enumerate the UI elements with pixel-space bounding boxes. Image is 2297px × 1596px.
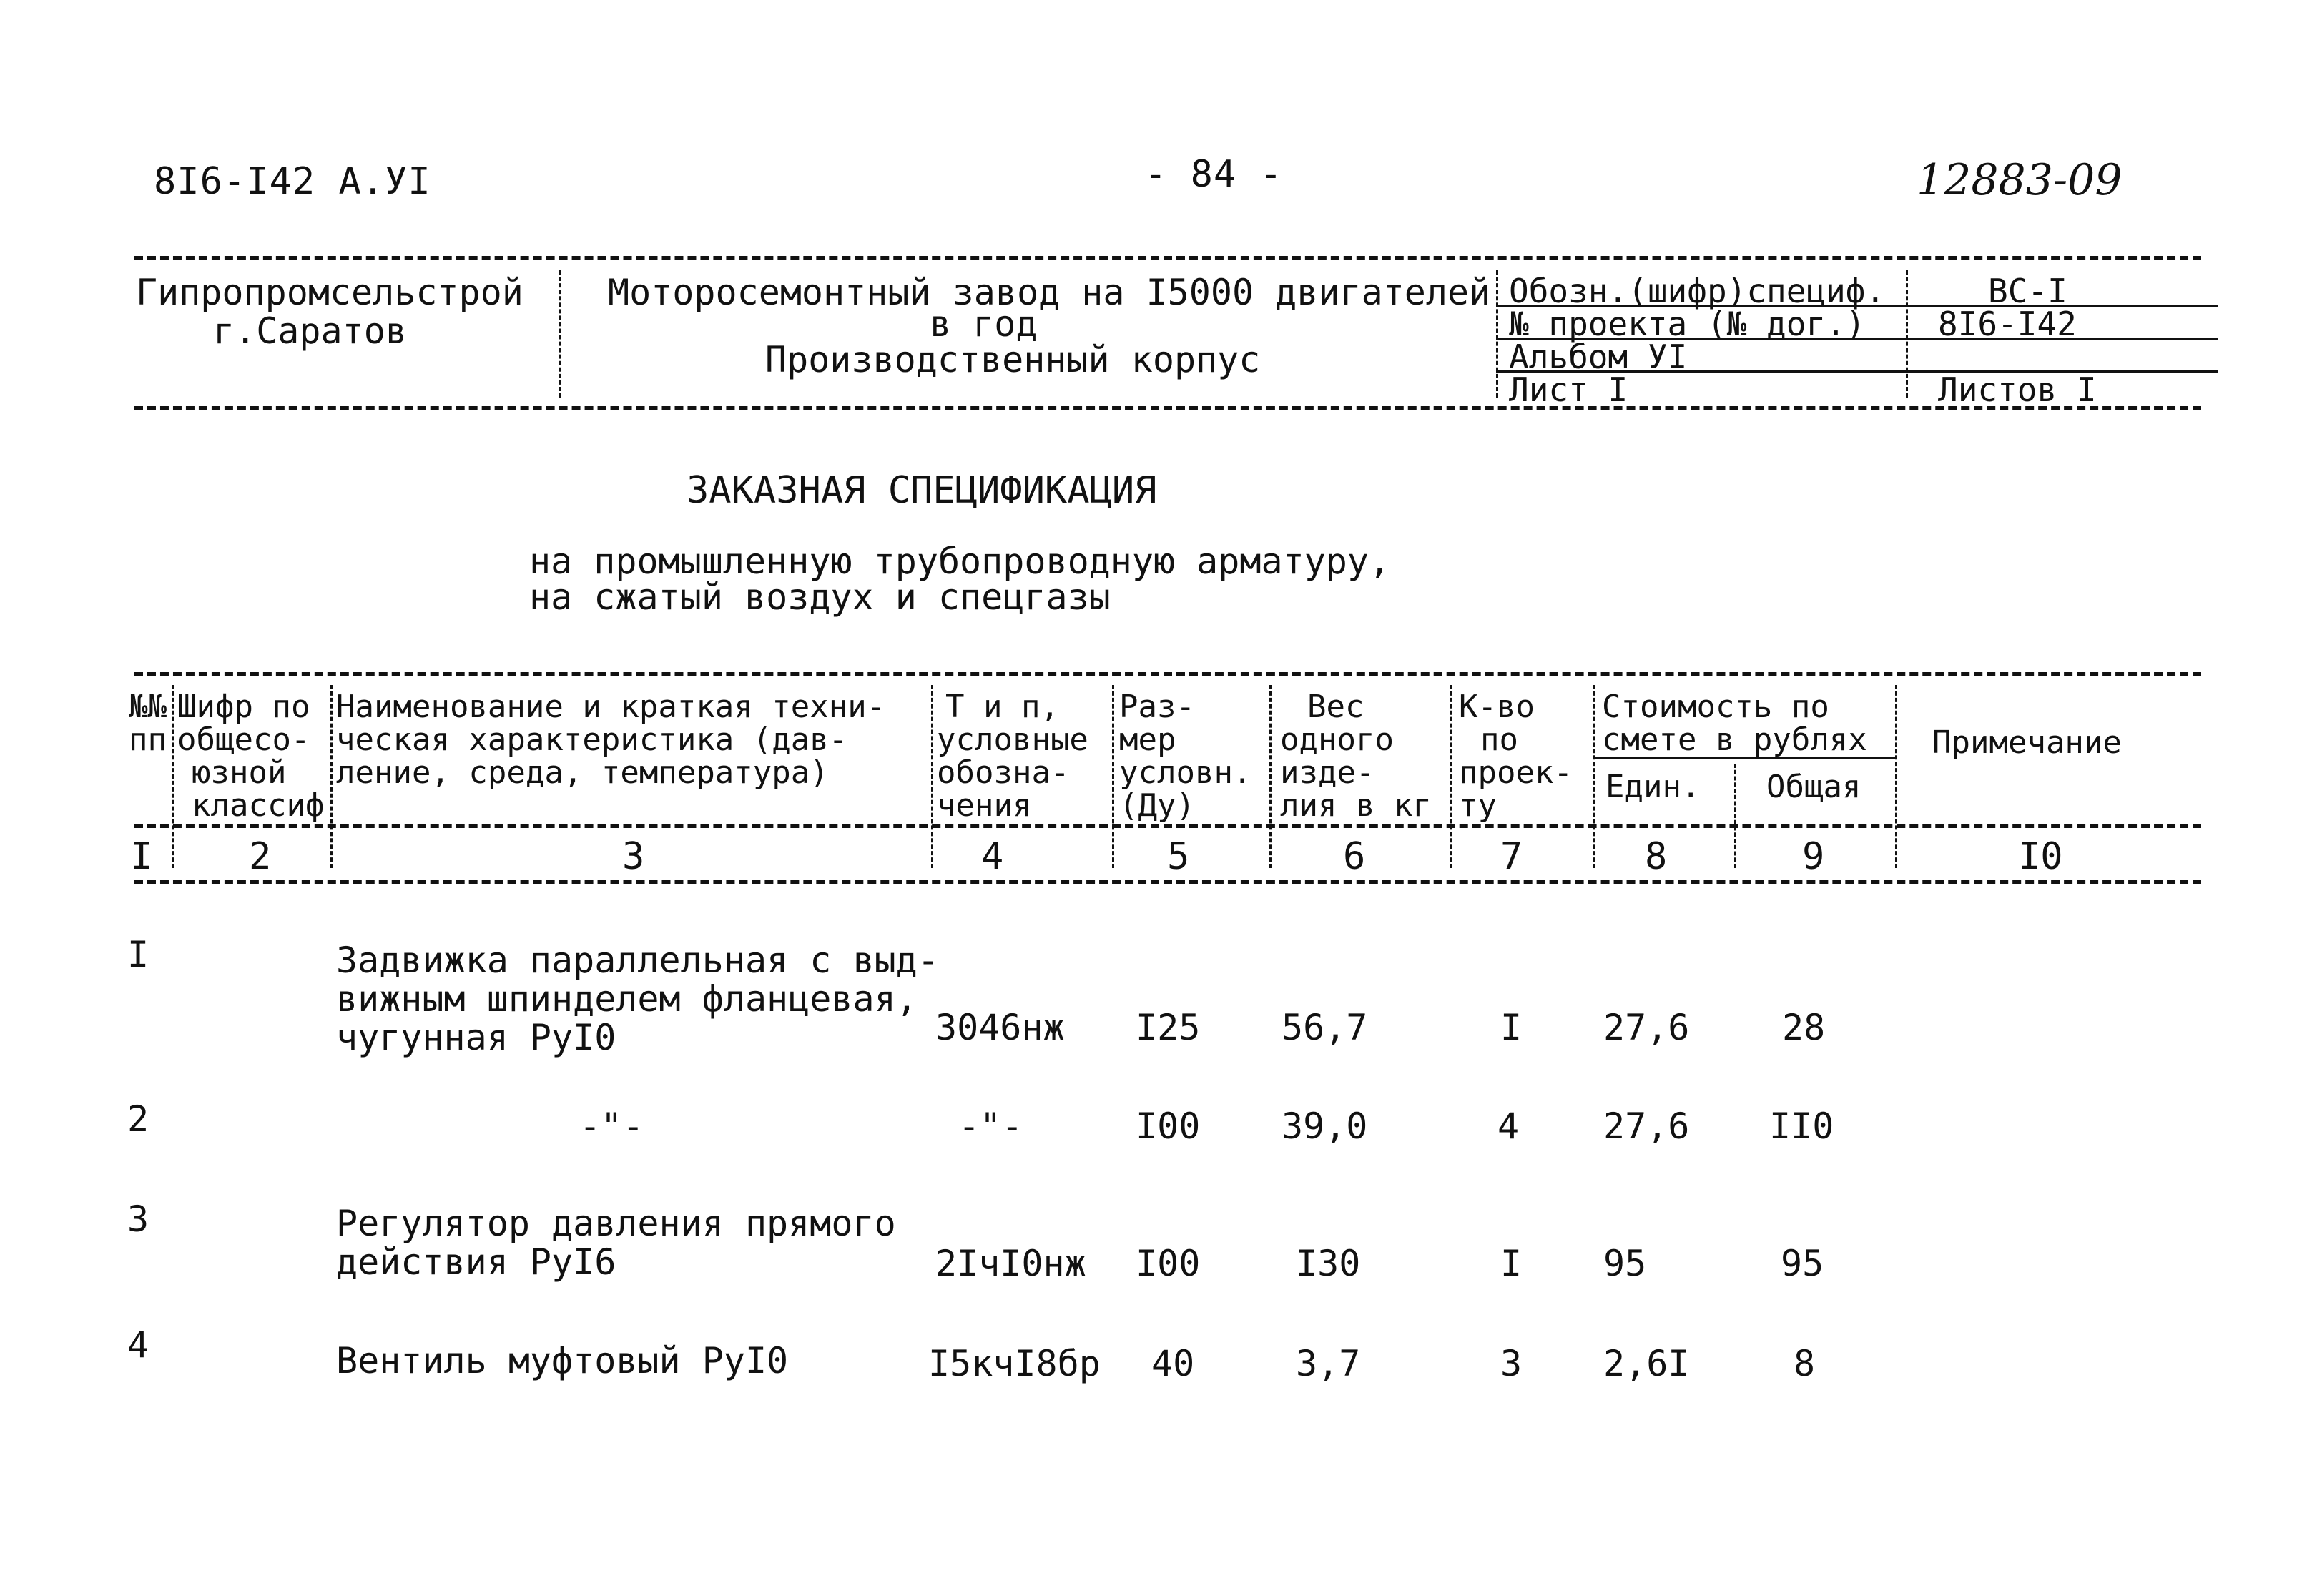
- item-name-line: Задвижка параллельная с выд-: [336, 940, 939, 981]
- item-size: 40: [1151, 1343, 1195, 1384]
- stamp-row-line-2: [1496, 338, 2218, 340]
- stamp-value-sheets: Листов I: [1938, 370, 2097, 409]
- item-total: 8: [1794, 1343, 1816, 1384]
- stamp-label-sheet: Лист I: [1509, 370, 1628, 409]
- item-total: 95: [1781, 1243, 1824, 1284]
- stamp-divider-1: [559, 270, 561, 398]
- stamp-value-spec: ВС-I: [1988, 272, 2067, 310]
- item-name-line: Вентиль муфтовый РуI0: [336, 1340, 789, 1381]
- item-weight: 56,7: [1282, 1007, 1368, 1048]
- stamp-row-line-3: [1496, 370, 2218, 373]
- item-qty: 4: [1497, 1105, 1520, 1147]
- item-unit-price: 2,6I: [1603, 1343, 1690, 1384]
- item-name-line: действия РуI6: [336, 1241, 616, 1283]
- stamp-top-rule: [134, 256, 2201, 260]
- item-type: -"-: [958, 1105, 1023, 1147]
- colnum-9: 9: [1802, 835, 1825, 878]
- col-divider-4: [1112, 685, 1114, 868]
- stamp-project-line2: в год: [930, 303, 1038, 345]
- item-weight: 39,0: [1282, 1105, 1368, 1147]
- item-size: I00: [1136, 1105, 1201, 1147]
- item-qty: I: [1500, 1243, 1523, 1284]
- col-divider-2: [330, 685, 333, 868]
- stamp-org-line1: Гипропромсельстрой: [136, 272, 523, 313]
- item-weight: I30: [1296, 1243, 1361, 1284]
- item-size: I00: [1136, 1243, 1201, 1284]
- colnum-7: 7: [1500, 835, 1523, 878]
- stamp-row-line-1: [1496, 305, 2218, 307]
- item-weight: 3,7: [1296, 1343, 1361, 1384]
- item-size: I25: [1136, 1007, 1201, 1048]
- colnum-5: 5: [1167, 835, 1190, 878]
- colnum-6: 6: [1343, 835, 1366, 878]
- page-number: - 84 -: [1144, 153, 1283, 196]
- table-top-rule: [134, 672, 2201, 676]
- item-total: II0: [1769, 1105, 1834, 1147]
- colnum-2: 2: [249, 835, 272, 878]
- row-number: 4: [127, 1324, 149, 1366]
- stamp-label-project: № проекта (№ дог.): [1509, 305, 1866, 343]
- stamp-org-line2: г.Саратов: [213, 310, 407, 352]
- spec-subtitle-line1: на промышленную трубопроводную арматуру,: [529, 541, 1391, 582]
- table-colnum-rule: [134, 880, 2201, 884]
- colnum-10: I0: [2018, 835, 2063, 878]
- col-divider-7: [1593, 685, 1595, 868]
- stamp-label-spec: Обозн.(шифр)специф.: [1509, 272, 1886, 310]
- row-number: 2: [127, 1098, 149, 1140]
- item-name-line: Регулятор давления прямого: [336, 1203, 896, 1244]
- col-divider-9: [1895, 685, 1897, 868]
- col-divider-8: [1734, 764, 1736, 868]
- item-name-line: -"-: [579, 1105, 644, 1147]
- stamp-project-line3: Производственный корпус: [765, 339, 1261, 380]
- stamp-value-project: 8I6-I42: [1938, 305, 2077, 343]
- document-code: 8I6-I42 А.УI: [154, 160, 431, 203]
- handwritten-number: 12883-09: [1917, 155, 2123, 205]
- header-col-10: Примечание: [1932, 724, 2122, 761]
- colnum-3: 3: [622, 835, 645, 878]
- stamp-project-line1: Моторосемонтный завод на I5000 двигателей: [608, 272, 1491, 313]
- colnum-1: I: [130, 835, 153, 878]
- item-type: 2IчI0нж: [935, 1243, 1086, 1284]
- item-qty: I: [1500, 1007, 1523, 1048]
- row-number: 3: [127, 1198, 149, 1240]
- item-name-line: вижным шпинделем фланцевая,: [336, 978, 918, 1020]
- header-col-8: Един.: [1605, 769, 1701, 805]
- stamp-bottom-rule: [134, 406, 2201, 410]
- row-number: I: [127, 934, 149, 975]
- col-divider-5: [1269, 685, 1272, 868]
- spec-subtitle-line2: на сжатый воздух и спецгазы: [529, 576, 1111, 618]
- item-total: 28: [1782, 1007, 1826, 1048]
- stamp-divider-2: [1496, 270, 1498, 398]
- col-divider-3: [931, 685, 933, 868]
- item-qty: 3: [1500, 1343, 1523, 1384]
- col-divider-6: [1450, 685, 1452, 868]
- item-unit-price: 95: [1603, 1243, 1647, 1284]
- stamp-divider-3: [1906, 270, 1908, 398]
- item-type: 3046нж: [935, 1007, 1065, 1048]
- item-name-line: чугунная РуI0: [336, 1017, 616, 1058]
- col-divider-1: [172, 685, 174, 868]
- stamp-label-album: Альбом УI: [1509, 338, 1688, 376]
- colnum-8: 8: [1645, 835, 1668, 878]
- spec-title: ЗАКАЗНАЯ СПЕЦИФИКАЦИЯ: [687, 469, 1157, 512]
- item-unit-price: 27,6: [1603, 1105, 1690, 1147]
- item-unit-price: 27,6: [1603, 1007, 1690, 1048]
- colnum-4: 4: [981, 835, 1004, 878]
- header-col-9: Общая: [1766, 769, 1861, 805]
- item-type: I5кчI8бр: [928, 1343, 1101, 1384]
- table-header-rule: [134, 824, 2201, 828]
